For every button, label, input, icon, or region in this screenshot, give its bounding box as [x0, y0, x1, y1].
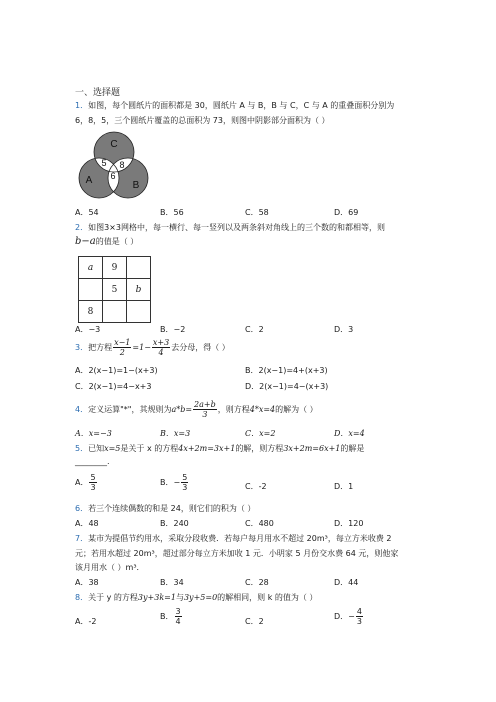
option-sign: − [173, 478, 181, 487]
q3-option-b[interactable]: B．2(x−1)=4+(x+3) [245, 366, 328, 375]
grid-cell: 5 [103, 279, 127, 301]
q7-option-b[interactable]: B．34 [160, 578, 184, 587]
q7-option-c[interactable]: C．28 [245, 578, 269, 587]
q6-option-c[interactable]: C．480 [245, 519, 274, 528]
q5-math-1: x=5 [104, 444, 121, 453]
q3-option-a[interactable]: A．2(x−1)=1−(x+3) [75, 366, 158, 375]
overlap-bc: 8 [119, 160, 125, 170]
venn-diagram [74, 130, 156, 204]
q2-expression: b−a [75, 236, 96, 247]
q4-option-d[interactable]: D．x=4 [334, 429, 365, 438]
grid-cell: 8 [79, 301, 103, 323]
q6-text: 若三个连续偶数的和是 24，则它们的积为（ ） [88, 504, 256, 513]
q7-text-1: 某市为提倡节约用水，采取分段收费．若每户每月用水不超过 20m³，每立方米收费 2 [88, 534, 392, 543]
option-sign: − [348, 612, 355, 621]
q4-text-mid: ，则方程 [217, 405, 250, 414]
q8-math-2: 3y+5=0 [183, 593, 218, 602]
q2-option-b[interactable]: B．−2 [160, 325, 186, 334]
q3-line1 [75, 338, 230, 357]
q5-text-3: 的解，则方程 [235, 444, 284, 453]
q5-text-2: 是关于 x 的方程 [120, 444, 179, 453]
q4-text-post: 的解为（ ） [275, 405, 318, 414]
grid-cell: 9 [103, 257, 127, 279]
q6-option-a[interactable]: A．48 [75, 519, 99, 528]
option-fraction [181, 473, 188, 492]
fraction-numerator: x+3 [152, 338, 170, 347]
q8-number: 8． [75, 593, 89, 602]
q1-line2: 6，8，5，三个圆纸片覆盖的总面积为 73，则图中阴影部分面积为（ ） [75, 116, 330, 125]
q3-option-c[interactable]: C．2(x−1)=4−x+3 [75, 382, 152, 391]
q5-number: 5． [75, 444, 89, 453]
fraction-denominator: 3 [356, 617, 362, 626]
q4-option-a[interactable]: A．x=−3 [75, 429, 112, 438]
fraction-numerator: 4 [356, 607, 362, 616]
q5-option-b[interactable] [160, 473, 189, 492]
label-c: C [110, 139, 118, 150]
q4-line1 [75, 400, 318, 419]
q7-number: 7． [75, 534, 89, 543]
q2-number: 2． [75, 223, 89, 232]
grid-cell [79, 279, 103, 301]
q4-text-pre: 定义运算"*"，其规则为 [88, 405, 172, 414]
option-label: A． [75, 478, 89, 487]
q2-option-d[interactable]: D．3 [334, 325, 354, 334]
q7-line2: 元；若用水超过 20m³，超过部分每立方米加收 1 元．小明家 5 月份交水费 64 元，则他家 [75, 549, 399, 558]
q3-text-pre: 把方程 [88, 343, 113, 352]
fraction-denominator: 4 [158, 348, 164, 357]
fraction-numerator: x−1 [114, 338, 131, 347]
q8-math-1: 3y+3k=1 [137, 593, 176, 602]
q8-text-1: 关于 y 的方程 [88, 593, 138, 602]
fraction-numerator: 5 [182, 473, 188, 482]
grid-cell [127, 301, 151, 323]
q1-number: 1． [75, 101, 89, 110]
q1-option-c[interactable]: C．58 [245, 208, 269, 217]
label-b: B [132, 180, 140, 191]
q8-option-c[interactable]: C．2 [245, 617, 264, 626]
option-label: D． [334, 612, 349, 621]
q2-line1 [75, 222, 385, 233]
q5-text-4: 的解是 [340, 444, 365, 453]
q5-blank: ________. [75, 457, 110, 466]
fraction-numerator: 2a+b [194, 400, 216, 409]
q3-text-post: 去分母，得（ ） [171, 343, 230, 352]
q4-lhs: a*b= [171, 405, 193, 414]
q1-text-1: 如图，每个圆纸片的面积都是 30，圆纸片 A 与 B，B 与 C，C 与 A 的重叠面积分别为 [88, 101, 395, 110]
q6-number: 6． [75, 504, 89, 513]
q8-line1 [75, 592, 317, 603]
q7-option-d[interactable]: D．44 [334, 578, 359, 587]
fraction-numerator: 5 [90, 473, 96, 482]
q2-text-2: 的值是（ ） [95, 237, 139, 246]
q4-fraction [193, 400, 217, 419]
q1-option-a[interactable]: A．54 [75, 208, 99, 217]
q3-fraction-2 [152, 338, 170, 357]
grid-cell [127, 257, 151, 279]
q4-equation: 4*x=4 [249, 405, 276, 414]
number-grid [78, 256, 151, 323]
q4-option-b[interactable]: B．x=3 [160, 429, 191, 438]
q5-text-1: 已知 [88, 444, 105, 453]
fraction-numerator: 3 [175, 607, 181, 616]
q5-option-a[interactable] [75, 473, 98, 492]
q2-option-a[interactable]: A．−3 [75, 325, 101, 334]
overlap-ca: 5 [101, 158, 107, 168]
q2-option-c[interactable]: C．2 [245, 325, 264, 334]
q8-option-b[interactable] [160, 607, 183, 626]
option-fraction [356, 607, 363, 626]
q8-option-d[interactable] [334, 607, 364, 626]
grid-cell: b [127, 279, 151, 301]
q8-text-2: 与 [175, 593, 184, 602]
option-fraction [175, 607, 182, 626]
q5-math-3: 3x+2m=6x+1 [283, 444, 341, 453]
q1-line1 [75, 100, 394, 111]
q1-option-b[interactable]: B．56 [160, 208, 184, 217]
option-fraction [89, 473, 96, 492]
q4-option-c[interactable]: C．x=2 [245, 429, 276, 438]
q3-number: 3． [75, 343, 89, 352]
grid-cell [103, 301, 127, 323]
q7-line3: 该月用水（ ）m³． [75, 563, 145, 572]
q6-option-b[interactable]: B．240 [160, 519, 189, 528]
grid-cell: a [79, 257, 103, 279]
q7-option-a[interactable]: A．38 [75, 578, 99, 587]
q2-line2 [75, 236, 138, 247]
fraction-denominator: 3 [202, 410, 208, 419]
q3-fraction-1 [113, 338, 131, 357]
q3-equation-mid: =1− [132, 343, 151, 352]
q7-line1 [75, 533, 391, 544]
fraction-denominator: 3 [182, 483, 188, 492]
fraction-denominator: 4 [175, 617, 181, 626]
q6-line1 [75, 503, 255, 514]
section-title: 一、选择题 [75, 88, 121, 98]
fraction-denominator: 3 [90, 483, 96, 492]
option-label: B． [160, 478, 174, 487]
q3-option-d[interactable]: D．2(x−1)=4−(x+3) [245, 382, 329, 391]
overlap-ab: 6 [110, 171, 116, 181]
q4-number: 4． [75, 405, 89, 414]
q1-option-d[interactable]: D．69 [334, 208, 359, 217]
fraction-denominator: 2 [119, 348, 125, 357]
option-label: B． [160, 612, 174, 621]
q5-option-c[interactable]: C．-2 [245, 482, 267, 491]
q5-option-d[interactable]: D．1 [334, 482, 354, 491]
q5-math-2: 4x+2m=3x+1 [178, 444, 236, 453]
q8-option-a[interactable]: A．-2 [75, 617, 97, 626]
q2-text-1: 如图3×3网格中，每一横行、每一竖列以及两条斜对角线上的三个数的和都相等，则 [88, 223, 385, 232]
q6-option-d[interactable]: D．120 [334, 519, 364, 528]
label-a: A [85, 175, 93, 186]
q5-line1 [75, 443, 364, 454]
q8-text-3: 的解相同，则 k 的值为（ ） [217, 593, 318, 602]
